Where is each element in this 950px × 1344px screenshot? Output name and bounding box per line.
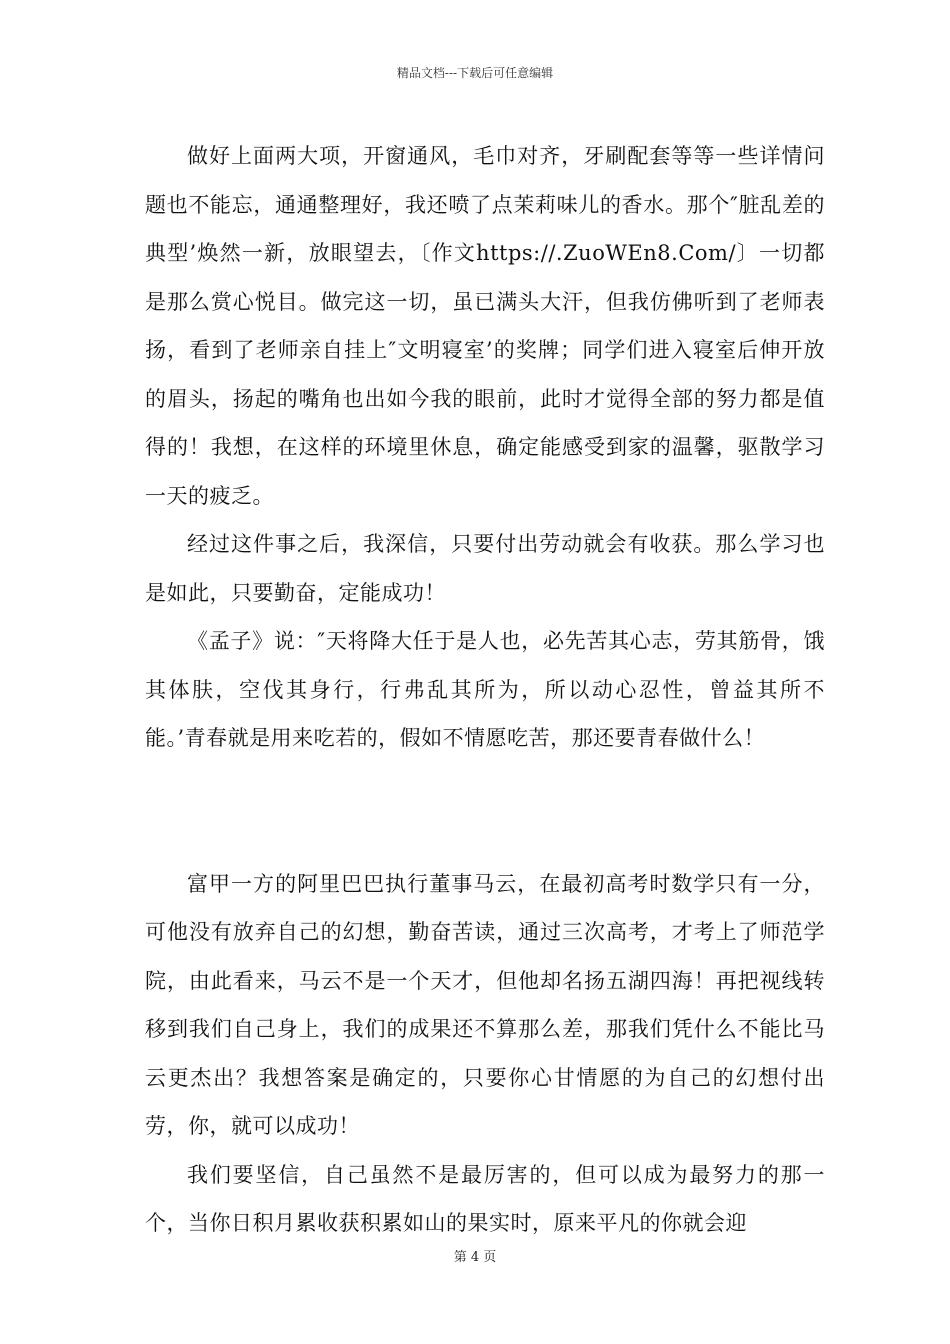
page-number: 第 4 页 [453,1250,497,1265]
document-body [145,132,825,1248]
paragraph-2: 经过这件事之后，我深信，只要付出劳动就会有收获。那么学习也是如此，只要勤奋，定能成功！ [145,532,825,605]
page-header: 精品文档---下载后可任意编辑 [396,66,554,80]
paragraph-3: 《孟子》说：″天将降大任于是人也，必先苦其心志，劳其筋骨，饿其体肤，空伐其身行，行弗乱其所为，所以动心忍性，曾益其所不能。’青春就是用来吃若的，假如不情愿吃苦，那还要青春做什么！ [145,629,825,750]
paragraph-1: 做好上面两大项，开窗通风，毛巾对齐，牙刷配套等等一些详情问题也不能忘，通通整理好，我还喷了点茉莉味儿的香水。那个″脏乱差的典型’焕然一新，放眼望去，〔作文https://.ZuoWEn8.Com/〕一切都是那么赏心悦目。做完这一切，虽已满头大汗，但我仿佛听到了老师表扬，看到了老师亲自挂上″文明寝室’的奖牌；同学们进入寝室后伸开放的眉头，扬起的嘴角也出如今我的眼前，此时才觉得全部的努力都是值得的！我想，在这样的环境里休息，确定能感受到家的温馨，驱散学习一天的疲乏。 [145,144,825,508]
paragraph-5: 我们要坚信，自己虽然不是最厉害的，但可以成为最努力的那一个，当你日积月累收获积累如山的果实时，原来平凡的你就会迎 [145,1162,825,1235]
paragraph-4: 富甲一方的阿里巴巴执行董事马云，在最初高考时数学只有一分，可他没有放弃自己的幻想，勤奋苦读，通过三次高考，才考上了师范学院，由此看来，马云不是一个天才，但他却名扬五湖四海！再把视线转移到我们自己身上，我们的成果还不算那么差，那我们凭什么不能比马云更杰出？我想答案是确定的，只要你心甘情愿的为自己的幻想付出劳，你，就可以成功！ [145,871,825,1138]
